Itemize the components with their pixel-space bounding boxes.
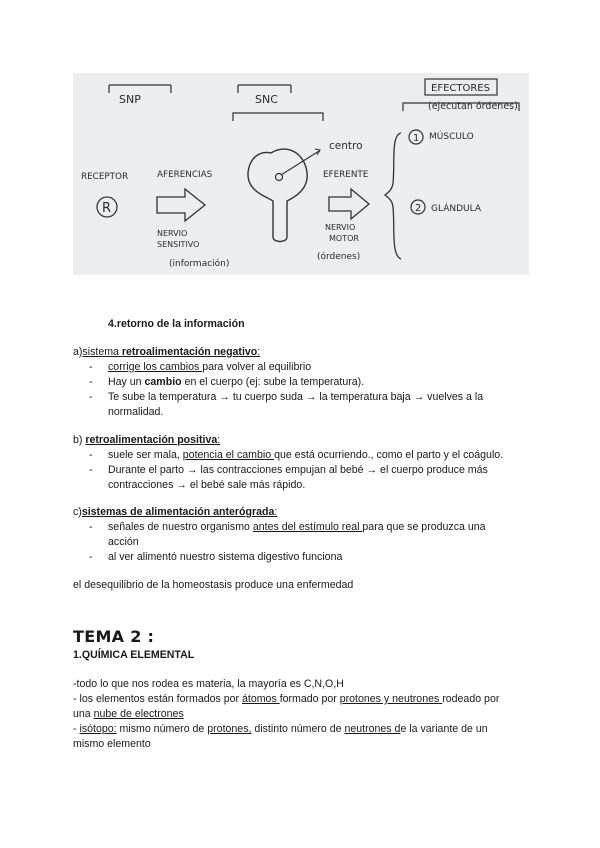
nervio-sensitivo-2: SENSITIVO [157,240,200,249]
centro-label: centro [329,140,363,152]
eferente-label: EFERENTE [323,170,369,180]
efferent-arrow [329,189,369,219]
snc-label: SNC [255,93,278,106]
center-pointer [281,151,319,175]
glandula-label: GLÁNDULA [431,204,481,214]
list-item: al ver alimentó nuestro sistema digestivo funciona [108,551,343,563]
informacion-label: (información) [169,259,230,269]
list-item: corrige los cambios para volver al equilibrio [108,361,312,373]
list-item: Hay un cambio en el cuerpo (ej: sube la temperatura). [108,376,365,388]
nervous-system-diagram [73,73,529,275]
bullet-dash: - [89,551,93,563]
afferent-arrow [157,189,205,221]
bullet-dash: - [89,521,93,533]
snp-label: SNP [119,93,141,106]
list-item: señales de nuestro organismo antes del estímulo real para que se produzca una acción [108,521,486,548]
tema2-subtitle: 1.QUÍMICA ELEMENTAL [73,649,195,661]
list-item: Te sube la temperatura → tu cuerpo suda → la temperatura baja → vuelves a la normalidad. [108,391,484,418]
effectors-brace [385,133,401,259]
receptor-label: RECEPTOR [81,172,129,182]
num2-label: 2 [415,203,422,214]
homeostasis-note: el desequilibrio de la homeostasis produce una enfermedad [73,579,354,591]
snc-bracket-bottom [233,113,323,121]
bullet-dash: - [89,361,93,373]
section4a-heading: a)sistema retroalimentación negativo: [73,346,261,358]
list-item: Durante el parto → las contracciones empujan al bebé → el cuerpo produce más contracciones → el bebé sale más rápido. [108,464,488,491]
section4b-heading: b) retroalimentación positiva: [73,434,221,446]
snc-center-shape [248,149,307,241]
section4c-heading: c)sistemas de alimentación anterógrada: [73,506,278,518]
list-item: suele ser mala, potencia el cambio que está ocurriendo., como el parto y el coágulo. [108,449,504,461]
musculo-label: MÚSCULO [429,132,474,142]
bullet-dash: - [89,376,93,388]
receptor-symbol: R [102,201,112,216]
tema2-paragraph-3: - isótopo: mismo número de protones, distinto número de neutrones de la variante de un mismo elemento [73,723,488,750]
ordenes-label: (órdenes) [317,252,361,262]
aferencias-label: AFERENCIAS [157,170,213,180]
bullet-dash: - [89,449,93,461]
nervio-motor-2: MOTOR [329,234,359,243]
tema2-title: TEMA 2 : [73,627,155,646]
efectores-label: EFECTORES [431,83,490,94]
tema2-paragraph-2: - los elementos están formados por átomos formado por protones y neutrones rodeado por una nube de electrones [73,693,500,720]
bullet-dash: - [89,391,93,403]
bullet-dash: - [89,464,93,476]
efectores-sub: (ejecutan órdenes) [428,101,518,112]
snc-bracket-top [238,85,291,93]
tema2-paragraph-1: -todo lo que nos rodea es materia, la mayoría es C,N,O,H [73,678,344,690]
num1-label: 1 [413,133,420,144]
nervio-sensitivo-1: NERVIO [157,229,188,238]
section4-heading: 4.retorno de la información [108,318,245,330]
nervio-motor-1: NERVIO [325,223,356,232]
diagram-svg [73,73,529,275]
snp-bracket [109,85,171,93]
